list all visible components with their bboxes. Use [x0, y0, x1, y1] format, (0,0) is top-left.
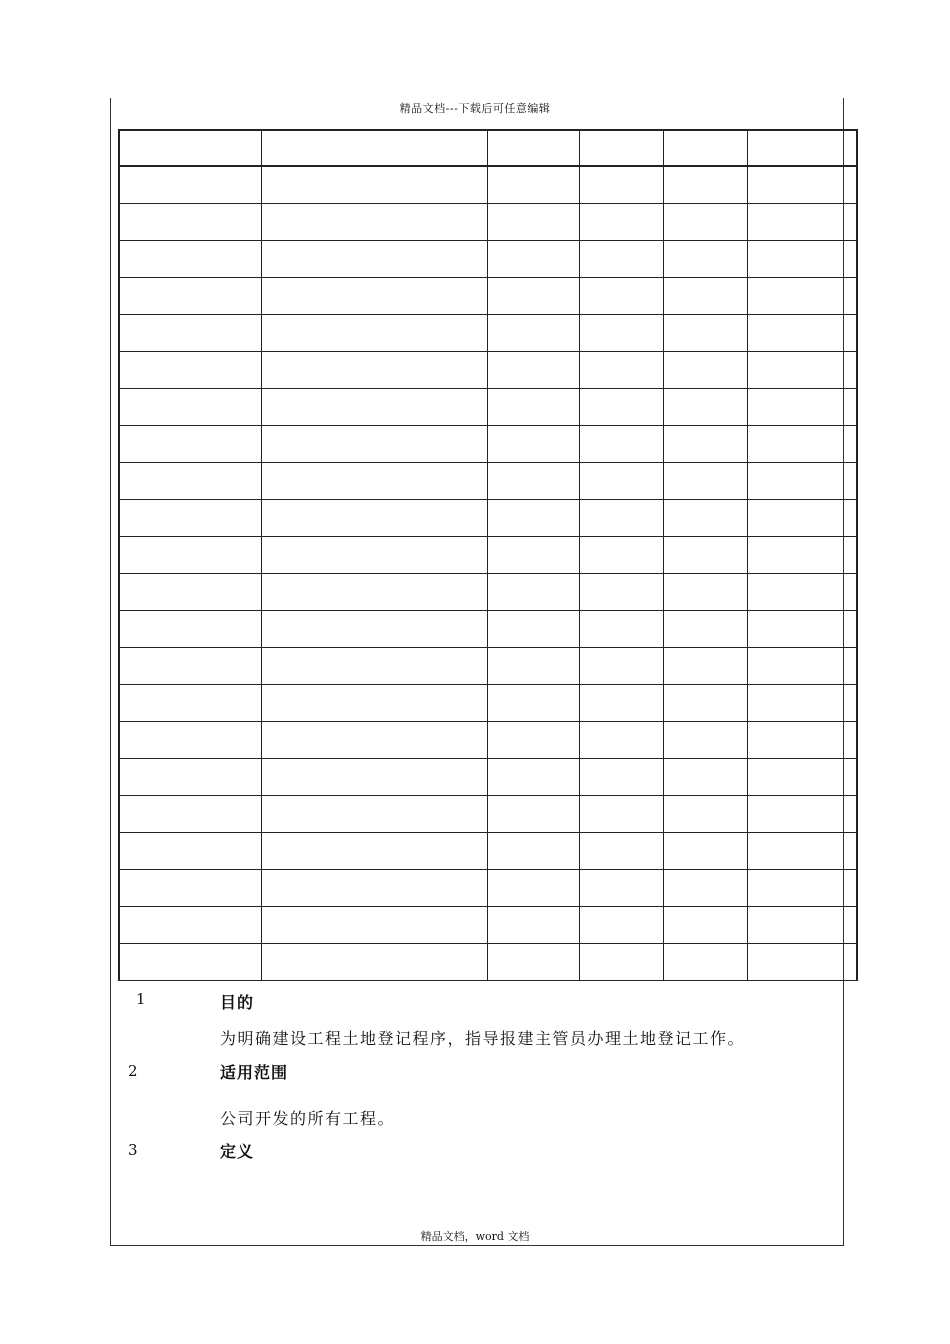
table-cell — [487, 648, 579, 685]
table-cell — [747, 315, 857, 352]
table-cell — [747, 166, 857, 204]
table-cell — [663, 204, 747, 241]
table-cell — [119, 685, 261, 722]
table-cell — [663, 389, 747, 426]
table-cell — [663, 426, 747, 463]
table-cell — [747, 648, 857, 685]
table-row — [119, 500, 857, 537]
table-cell — [119, 500, 261, 537]
table-cell — [261, 685, 487, 722]
section-title: 适用范围 — [220, 1063, 289, 1082]
table-cell — [261, 648, 487, 685]
table-cell — [579, 463, 663, 500]
table-cell — [579, 352, 663, 389]
table-row — [119, 722, 857, 759]
table-cell — [261, 574, 487, 611]
table-cell — [579, 130, 663, 166]
table-cell — [487, 241, 579, 278]
table-cell — [663, 537, 747, 574]
table-cell — [663, 315, 747, 352]
table-cell — [579, 611, 663, 648]
section-body: 公司开发的所有工程。 — [220, 1109, 396, 1128]
table-cell — [579, 166, 663, 204]
table-cell — [119, 944, 261, 981]
table-cell — [487, 130, 579, 166]
table-cell — [119, 574, 261, 611]
table-cell — [487, 352, 579, 389]
table-row — [119, 389, 857, 426]
table-cell — [663, 352, 747, 389]
table-cell — [579, 907, 663, 944]
table-cell — [261, 352, 487, 389]
table-cell — [663, 463, 747, 500]
table-cell — [747, 759, 857, 796]
table-cell — [261, 389, 487, 426]
table-cell — [119, 907, 261, 944]
table-cell — [663, 944, 747, 981]
table-cell — [663, 130, 747, 166]
table-cell — [579, 648, 663, 685]
table-cell — [663, 241, 747, 278]
table-cell — [261, 204, 487, 241]
table-cell — [261, 500, 487, 537]
table-cell — [487, 463, 579, 500]
table-row — [119, 759, 857, 796]
table-cell — [579, 241, 663, 278]
table-cell — [747, 574, 857, 611]
table-cell — [261, 944, 487, 981]
table-cell — [487, 204, 579, 241]
table-cell — [261, 315, 487, 352]
table-cell — [579, 315, 663, 352]
table-cell — [747, 463, 857, 500]
table-cell — [579, 685, 663, 722]
table-cell — [119, 463, 261, 500]
section-title: 定义 — [220, 1142, 255, 1161]
table-row — [119, 944, 857, 981]
table-cell — [747, 907, 857, 944]
table-cell — [579, 389, 663, 426]
table-cell — [663, 574, 747, 611]
table-row — [119, 166, 857, 204]
table-row — [119, 833, 857, 870]
table-cell — [663, 722, 747, 759]
table-cell — [579, 722, 663, 759]
table-cell — [747, 944, 857, 981]
table-cell — [487, 278, 579, 315]
table-cell — [261, 241, 487, 278]
table-row — [119, 426, 857, 463]
table-cell — [119, 352, 261, 389]
table-cell — [119, 722, 261, 759]
table-cell — [487, 611, 579, 648]
table-cell — [747, 833, 857, 870]
table-row — [119, 537, 857, 574]
table-cell — [663, 278, 747, 315]
table-cell — [579, 796, 663, 833]
table-cell — [663, 907, 747, 944]
table-row — [119, 796, 857, 833]
page-header: 精品文档---下载后可任意编辑 — [399, 102, 551, 115]
table-cell — [487, 500, 579, 537]
table-row — [119, 463, 857, 500]
table-cell — [261, 833, 487, 870]
table-cell — [579, 574, 663, 611]
table-cell — [663, 796, 747, 833]
table-row — [119, 352, 857, 389]
table-cell — [579, 944, 663, 981]
table-cell — [261, 611, 487, 648]
table-cell — [119, 130, 261, 166]
table-cell — [487, 796, 579, 833]
table-cell — [487, 870, 579, 907]
table-cell — [747, 796, 857, 833]
table-cell — [119, 833, 261, 870]
table-cell — [119, 315, 261, 352]
table-cell — [747, 241, 857, 278]
table-header-row — [119, 130, 857, 166]
table-cell — [261, 426, 487, 463]
table-cell — [579, 870, 663, 907]
table-cell — [487, 944, 579, 981]
table-cell — [663, 166, 747, 204]
table-cell — [747, 870, 857, 907]
table-cell — [487, 166, 579, 204]
table-cell — [487, 315, 579, 352]
table-cell — [663, 500, 747, 537]
table-cell — [119, 426, 261, 463]
table-cell — [747, 426, 857, 463]
table-cell — [663, 870, 747, 907]
table-cell — [119, 166, 261, 204]
blank-form-table — [118, 129, 858, 981]
table-row — [119, 648, 857, 685]
table-cell — [487, 722, 579, 759]
table-cell — [747, 685, 857, 722]
table-cell — [579, 833, 663, 870]
section-number: 3 — [128, 1141, 138, 1159]
table-cell — [261, 537, 487, 574]
table-row — [119, 685, 857, 722]
table-cell — [747, 352, 857, 389]
table-cell — [119, 241, 261, 278]
table-cell — [579, 204, 663, 241]
section-body: 为明确建设工程土地登记程序，指导报建主管员办理土地登记工作。 — [220, 1029, 746, 1048]
table-cell — [119, 648, 261, 685]
table-row — [119, 907, 857, 944]
table-cell — [579, 500, 663, 537]
table-row — [119, 278, 857, 315]
table-cell — [487, 574, 579, 611]
table-cell — [487, 833, 579, 870]
table-cell — [487, 426, 579, 463]
table-cell — [261, 759, 487, 796]
table-cell — [747, 500, 857, 537]
table-cell — [663, 648, 747, 685]
table-cell — [261, 722, 487, 759]
table-cell — [663, 759, 747, 796]
table-cell — [579, 759, 663, 796]
section-title: 目的 — [220, 993, 255, 1012]
table-row — [119, 574, 857, 611]
table-cell — [261, 278, 487, 315]
table-cell — [663, 611, 747, 648]
table-cell — [261, 796, 487, 833]
table-cell — [487, 759, 579, 796]
table-row — [119, 315, 857, 352]
table-cell — [579, 537, 663, 574]
section-number: 2 — [128, 1062, 138, 1080]
table-row — [119, 611, 857, 648]
page-frame-left — [110, 98, 111, 1246]
table-cell — [119, 278, 261, 315]
table-cell — [261, 870, 487, 907]
table-cell — [579, 278, 663, 315]
table-cell — [119, 204, 261, 241]
table-cell — [579, 426, 663, 463]
table-cell — [261, 463, 487, 500]
table-cell — [261, 166, 487, 204]
table-cell — [119, 759, 261, 796]
page-footer: 精品文档，word 文档 — [420, 1230, 530, 1243]
table-cell — [119, 389, 261, 426]
table-cell — [119, 537, 261, 574]
table-cell — [487, 685, 579, 722]
table-cell — [747, 204, 857, 241]
table-cell — [261, 907, 487, 944]
table-cell — [747, 611, 857, 648]
table-cell — [747, 722, 857, 759]
table-cell — [487, 537, 579, 574]
table-cell — [261, 130, 487, 166]
table-row — [119, 241, 857, 278]
table-cell — [663, 833, 747, 870]
table-cell — [747, 389, 857, 426]
table-cell — [487, 907, 579, 944]
table-cell — [747, 130, 857, 166]
table-cell — [119, 796, 261, 833]
table-cell — [119, 611, 261, 648]
table-cell — [747, 537, 857, 574]
page-frame-bottom — [110, 1245, 844, 1246]
table-cell — [663, 685, 747, 722]
section-number: 1 — [136, 990, 146, 1008]
table-row — [119, 870, 857, 907]
table-row — [119, 204, 857, 241]
table-cell — [747, 278, 857, 315]
table-cell — [487, 389, 579, 426]
table-cell — [119, 870, 261, 907]
